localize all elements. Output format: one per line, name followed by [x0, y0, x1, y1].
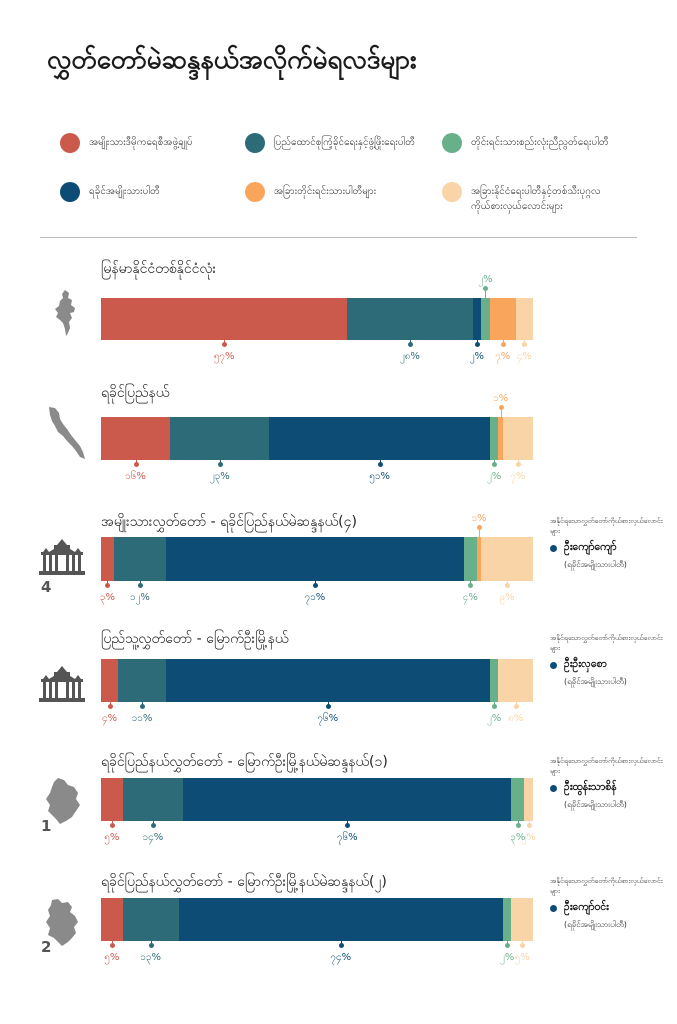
winner-name-text: ဦးဦးလှစော: [564, 658, 607, 670]
data-label-other: ၅%: [514, 952, 530, 963]
label-dot: [105, 583, 110, 588]
winner-card: [550, 633, 670, 688]
label-dot: [218, 462, 223, 467]
bar-segment-anp: [166, 659, 490, 702]
label-dot: [110, 823, 115, 828]
label-dot: [151, 823, 156, 828]
chart-section-4: [0, 629, 677, 749]
section-title: အမျိုးသားလွှတ်တော် - ရခိုင်ပြည်နယ်မဲဆန္ဒနယ်(၄): [101, 514, 357, 530]
legend-label: အခြားနိုင်ငံရေးပါတီနှင့်တစ်သီးပုဂ္ဂလ ကိုယ်စားလှယ်လောင်းများ: [471, 186, 601, 212]
page-title: လွှတ်တော်မဲဆန္ဒနယ်အလိုက်မဲရလဒ်များ: [47, 45, 417, 75]
bar-segment-other: [481, 537, 533, 581]
bar-segment-nup: [503, 898, 512, 941]
data-label-other: ၉%: [499, 592, 515, 603]
data-label-anp: ၇၄%: [330, 952, 352, 963]
bar-segment-anp: [166, 537, 464, 581]
label-dot: [514, 704, 519, 709]
data-label-nld: ၅၇%: [213, 351, 235, 362]
winner-name-text: ဦးကျော်ဝင်း: [564, 901, 609, 913]
section-title: မြန်မာနိုင်ငံတစ်နိုင်ငံလုံး: [101, 261, 217, 277]
data-label-nup: ၂%: [486, 713, 502, 724]
rakhine-map-icon: [45, 405, 89, 465]
label-dot: [222, 342, 227, 347]
data-label-anp: ၇၁%: [304, 592, 326, 603]
data-label-other: ၈%: [508, 713, 524, 724]
legend-item-nld: [60, 135, 240, 153]
bar-segment-nld: [101, 898, 123, 941]
bar-segment-nld: [101, 298, 347, 340]
data-label-nup: ၂%: [478, 274, 493, 285]
section-title: ရခိုင်ပြည်နယ်လွှတ်တော် - မြောက်ဦးမြို့နယ်မဲဆန္ဒနယ်(၂): [101, 874, 387, 890]
label-dot: [326, 704, 331, 709]
bar-segment-usdp: [347, 298, 472, 340]
legend-label: အမျိုးသားဒီမိုကရေစီအဖွဲ့ချုပ်: [89, 137, 193, 148]
label-dot: [522, 342, 527, 347]
bar-segment-nld: [101, 778, 123, 821]
winner-card: [550, 756, 670, 811]
chart-section-5: [0, 752, 677, 872]
winner-party: (ရခိုင်အမျိုးသားပါတီ): [564, 800, 627, 809]
data-label-usdp: ၁၄%: [142, 832, 164, 843]
data-label-other: ၄%: [516, 351, 532, 362]
stacked-bar: [101, 898, 533, 941]
legend-label: အခြားတိုင်းရင်းသားပါတီများ: [274, 186, 377, 197]
stacked-bar: [101, 659, 533, 702]
winner-heading: အနိုင်ရသောလွှတ်တော်ကိုယ်စားလှယ်လောင်းများ: [550, 877, 663, 895]
data-label-nup: ၂%: [486, 471, 502, 482]
district-number: 2: [41, 938, 52, 956]
legend-item-other: [442, 184, 632, 214]
data-label-ethnic: ၁%: [493, 393, 509, 404]
chart-section-2: [0, 383, 677, 503]
label-dot: [345, 823, 350, 828]
legend-swatch: [442, 182, 462, 202]
data-label-usdp: ၁၃%: [140, 952, 162, 963]
parliament-building-icon: [37, 665, 87, 707]
winner-heading: အနိုင်ရသောလွှတ်တော်ကိုယ်စားလှယ်လောင်းများ: [550, 517, 663, 535]
legend-item-nup: [442, 135, 632, 153]
data-label-nld: ၄%: [102, 713, 118, 724]
bar-segment-nup: [490, 659, 499, 702]
label-dot: [492, 704, 497, 709]
bar-segment-anp: [269, 417, 489, 460]
legend-item-usdp: [245, 135, 430, 153]
data-label-anp: ၇၆%: [336, 832, 358, 843]
legend-swatch: [442, 133, 462, 153]
data-label-nld: ၅%: [104, 832, 120, 843]
myanmar-map-icon: [50, 289, 84, 341]
winner-name: [550, 541, 670, 556]
bar-segment-usdp: [123, 898, 179, 941]
label-dot: [492, 462, 497, 467]
stacked-bar: [101, 417, 533, 460]
data-label-other: ၇%: [510, 471, 526, 482]
data-label-usdp: ၂၃%: [209, 471, 230, 482]
label-dot: [516, 823, 521, 828]
data-label-ethnic: ၁%: [471, 513, 487, 524]
bar-segment-nup: [481, 298, 490, 340]
bar-segment-usdp: [170, 417, 269, 460]
data-label-nld: ၃%: [99, 592, 116, 603]
winner-name: [550, 658, 670, 673]
section-title: ရခိုင်ပြည်နယ်: [101, 385, 170, 401]
winner-party: (ရခိုင်အမျိုးသားပါတီ): [564, 920, 627, 929]
legend-item-ethnic: [245, 184, 430, 202]
district-number: 1: [41, 817, 52, 835]
bar-segment-usdp: [118, 659, 166, 702]
winner-name-text: ဦးကျော်ကျော်: [564, 541, 617, 553]
legend-label: ပြည်ထောင်စုကြံ့ခိုင်ရေးနှင့်ဖွံ့ဖြိုးရေးပါတီ: [274, 137, 416, 148]
bar-segment-nup: [464, 537, 477, 581]
data-label-nup: ၃%: [510, 832, 526, 843]
bar-segment-nup: [511, 778, 524, 821]
bar-segment-nld: [101, 537, 114, 581]
bar-segment-other: [498, 659, 533, 702]
bar-segment-usdp: [123, 778, 183, 821]
legend-label: ရခိုင်အမျိုးသားပါတီ: [89, 186, 160, 197]
data-label-usdp: ၁၂%: [129, 592, 150, 603]
label-dot: [110, 943, 115, 948]
winner-party: (ရခိုင်အမျိုးသားပါတီ): [564, 560, 627, 569]
label-dot: [140, 704, 145, 709]
label-dot: [408, 342, 413, 347]
winner-card: [550, 876, 670, 931]
winner-name: [550, 901, 670, 916]
winner-heading: အနိုင်ရသောလွှတ်တော်ကိုယ်စားလှယ်လောင်းများ: [550, 757, 663, 775]
label-dot: [505, 583, 510, 588]
data-label-anp: ၂%: [469, 351, 485, 362]
bar-segment-other: [516, 298, 533, 340]
label-dot: [149, 943, 154, 948]
winner-party: (ရခိုင်အမျိုးသားပါတီ): [564, 677, 627, 686]
data-label-ethnic: ၇%: [495, 351, 511, 362]
bar-segment-nld: [101, 417, 170, 460]
label-dot: [313, 583, 318, 588]
label-dot: [475, 342, 480, 347]
divider: [40, 237, 637, 238]
label-dot: [501, 342, 506, 347]
label-dot: [505, 943, 510, 948]
data-label-nld: ၅%: [104, 952, 120, 963]
district-number: 4: [41, 578, 52, 596]
section-title: ပြည်သူ့လွှတ်တော် - မြောက်ဦးမြို့နယ်: [101, 631, 289, 647]
label-dot: [378, 462, 383, 467]
label-dot: [520, 943, 525, 948]
chart-section-3: [0, 512, 677, 632]
bar-segment-nld: [101, 659, 118, 702]
bar-segment-usdp: [114, 537, 166, 581]
winner-party-dot: [550, 785, 557, 792]
winner-party-dot: [550, 662, 557, 669]
label-dot: [138, 583, 143, 588]
legend-swatch: [60, 133, 80, 153]
label-dot: [108, 704, 113, 709]
label-dot: [527, 823, 532, 828]
bar-segment-nup: [490, 417, 499, 460]
bar-segment-other: [503, 417, 533, 460]
section-title: ရခိုင်ပြည်နယ်လွှတ်တော် - မြောက်ဦးမြို့နယ်မဲဆန္ဒနယ်(၁): [101, 754, 388, 770]
data-label-anp: ၅၁%: [369, 471, 391, 482]
bar-segment-anp: [183, 778, 511, 821]
data-label-usdp: ၁၁%: [131, 713, 153, 724]
label-dot: [468, 583, 473, 588]
stacked-bar: [101, 537, 533, 581]
label-dot: [516, 462, 521, 467]
data-label-nld: ၁၆%: [125, 471, 146, 482]
winner-heading: အနိုင်ရသောလွှတ်တော်ကိုယ်စားလှယ်လောင်းများ: [550, 634, 663, 652]
label-dot: [134, 462, 139, 467]
bar-segment-anp: [473, 298, 482, 340]
data-label-usdp: ၂၈%: [399, 351, 420, 362]
bar-segment-other: [511, 898, 533, 941]
chart-section-6: [0, 872, 677, 992]
data-label-other: ၂%: [521, 832, 536, 843]
winner-name: [550, 781, 670, 796]
legend-swatch: [245, 133, 265, 153]
bar-segment-anp: [179, 898, 503, 941]
parliament-building-icon: [37, 538, 87, 580]
data-label-nup: ၄%: [462, 592, 478, 603]
data-label-nup: ၂%: [499, 952, 515, 963]
legend-label: တိုင်းရင်းသားစည်းလုံးညီညွတ်ရေးပါတီ: [471, 137, 609, 148]
legend-item-anp: [60, 184, 240, 202]
stacked-bar: [101, 298, 533, 340]
label-dot: [339, 943, 344, 948]
winner-name-text: ဦးထွန်းသာစိန်: [564, 781, 617, 793]
data-label-anp: ၇၆%: [317, 713, 339, 724]
winner-card: [550, 516, 670, 571]
legend-swatch: [60, 182, 80, 202]
stacked-bar: [101, 778, 533, 821]
winner-party-dot: [550, 545, 557, 552]
bar-segment-ethnic: [490, 298, 516, 340]
legend-swatch: [245, 182, 265, 202]
bar-segment-other: [524, 778, 533, 821]
winner-party-dot: [550, 905, 557, 912]
chart-section-1: [0, 259, 677, 379]
